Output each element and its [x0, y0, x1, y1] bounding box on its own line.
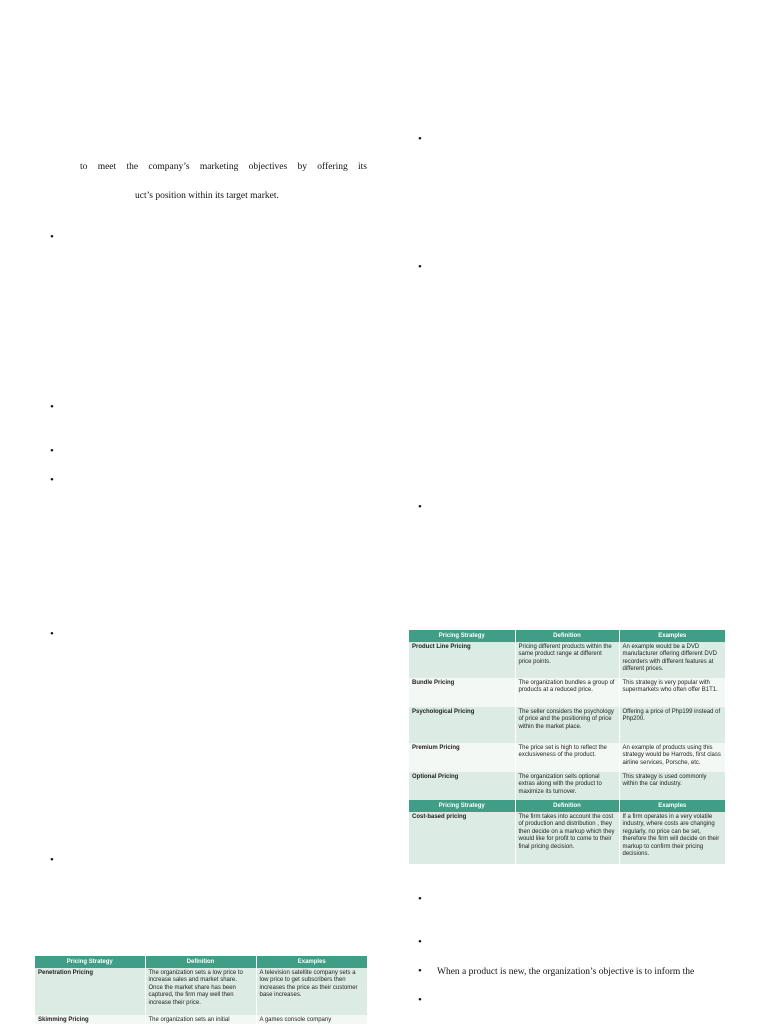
- table-row: [409, 743, 725, 772]
- header-pricing-strategy: Pricing Strategy: [409, 800, 515, 812]
- row-example: A games console company: [256, 1015, 367, 1024]
- table-row: [409, 772, 725, 800]
- row-example: Offering a price of Php199 instead of Php200.: [619, 707, 725, 743]
- bullet-right-5: •: [418, 936, 422, 948]
- header-definition: Definition: [145, 956, 256, 968]
- row-example: If a firm operates in a very volatile industry, where costs are changing regularly, no price can be set, therefore the firm will decide on their markup to confirm their pricing decisions.: [619, 812, 725, 864]
- row-definition: The price set is high to reflect the exclusiveness of the product.: [515, 743, 619, 772]
- row-strategy-name: Cost-based pricing: [409, 812, 515, 864]
- table-row: [409, 707, 725, 743]
- row-strategy-name: Skimming Pricing: [35, 1015, 145, 1024]
- bullet-right-7: •: [418, 994, 422, 1006]
- bullet-right-4: •: [418, 893, 422, 905]
- row-definition: Pricing different products within the same product range at different price points.: [515, 642, 619, 678]
- table-row: [35, 968, 367, 1015]
- row-example: An example would be a DVD manufacturer offering different DVD recorders with different features at different prices.: [619, 642, 725, 678]
- row-example: This strategy is very popular with supermarkets who often offer B1T1.: [619, 678, 725, 707]
- bullet-left-3: •: [50, 445, 54, 457]
- row-definition: The seller considers the psychology of price and the positioning of price within the market place.: [515, 707, 619, 743]
- table-header-row: [35, 956, 367, 968]
- bullet-right-6: •: [418, 965, 422, 977]
- row-strategy-name: Bundle Pricing: [409, 678, 515, 707]
- table-header-row: [409, 630, 725, 642]
- row-strategy-name: Optional Pricing: [409, 772, 515, 800]
- bullet-right-3: •: [418, 501, 422, 513]
- table-row: [409, 812, 725, 864]
- bullet-left-2: •: [50, 401, 54, 413]
- header-definition: Definition: [515, 800, 619, 812]
- bullet-left-1: •: [50, 231, 54, 243]
- left-table-clip: [35, 956, 367, 1024]
- left-paragraph-line-2: uct’s position within its target market.: [135, 191, 279, 201]
- left-paragraph-line-1: to meet the company’s marketing objectives by offering its: [80, 162, 367, 172]
- row-definition: The organization sets an initial: [145, 1015, 256, 1024]
- row-strategy-name: Product Line Pricing: [409, 642, 515, 678]
- header-examples: Examples: [619, 630, 725, 642]
- row-definition: The organization sets a low price to increase sales and market share. Once the market share has been captured, the firm may well then increase their price.: [145, 968, 256, 1015]
- bullet-right-1: •: [418, 133, 422, 145]
- row-definition: The organization bundles a group of products at a reduced price.: [515, 678, 619, 707]
- row-strategy-name: Penetration Pricing: [35, 968, 145, 1015]
- row-strategy-name: Premium Pricing: [409, 743, 515, 772]
- bullet-left-6: •: [50, 854, 54, 866]
- bullet-right-2: •: [418, 261, 422, 273]
- row-example: This strategy is used commonly within the car industry.: [619, 772, 725, 800]
- pricing-strategy-table-right: [409, 630, 725, 800]
- table-header-row: [409, 800, 725, 812]
- table-row: [409, 642, 725, 678]
- bullet-left-4: •: [50, 474, 54, 486]
- header-definition: Definition: [515, 630, 619, 642]
- header-pricing-strategy: Pricing Strategy: [409, 630, 515, 642]
- header-examples: Examples: [619, 800, 725, 812]
- table-row: [409, 678, 725, 707]
- pricing-strategy-table-left: [35, 956, 367, 1024]
- row-definition: The organization sells optional extras along with the product to maximize its turnover.: [515, 772, 619, 800]
- pricing-strategy-table-right-2: [409, 800, 725, 864]
- row-definition: The firm takes into account the cost of production and distribution , they then decide on a markup which they would like for profit to come to their final pricing decision.: [515, 812, 619, 864]
- header-examples: Examples: [256, 956, 367, 968]
- header-pricing-strategy: Pricing Strategy: [35, 956, 145, 968]
- row-strategy-name: Psychological Pricing: [409, 707, 515, 743]
- row-example: An example of products using this strategy would be Harrods, first class airline services, Porsche, etc.: [619, 743, 725, 772]
- table-row: [35, 1015, 367, 1024]
- right-bullet-text-1: When a product is new, the organization’s objective is to inform the: [437, 967, 695, 977]
- row-example: A television satellite company sets a low price to get subscribers then increases the price as their customer base increases.: [256, 968, 367, 1015]
- bullet-left-5: •: [50, 628, 54, 640]
